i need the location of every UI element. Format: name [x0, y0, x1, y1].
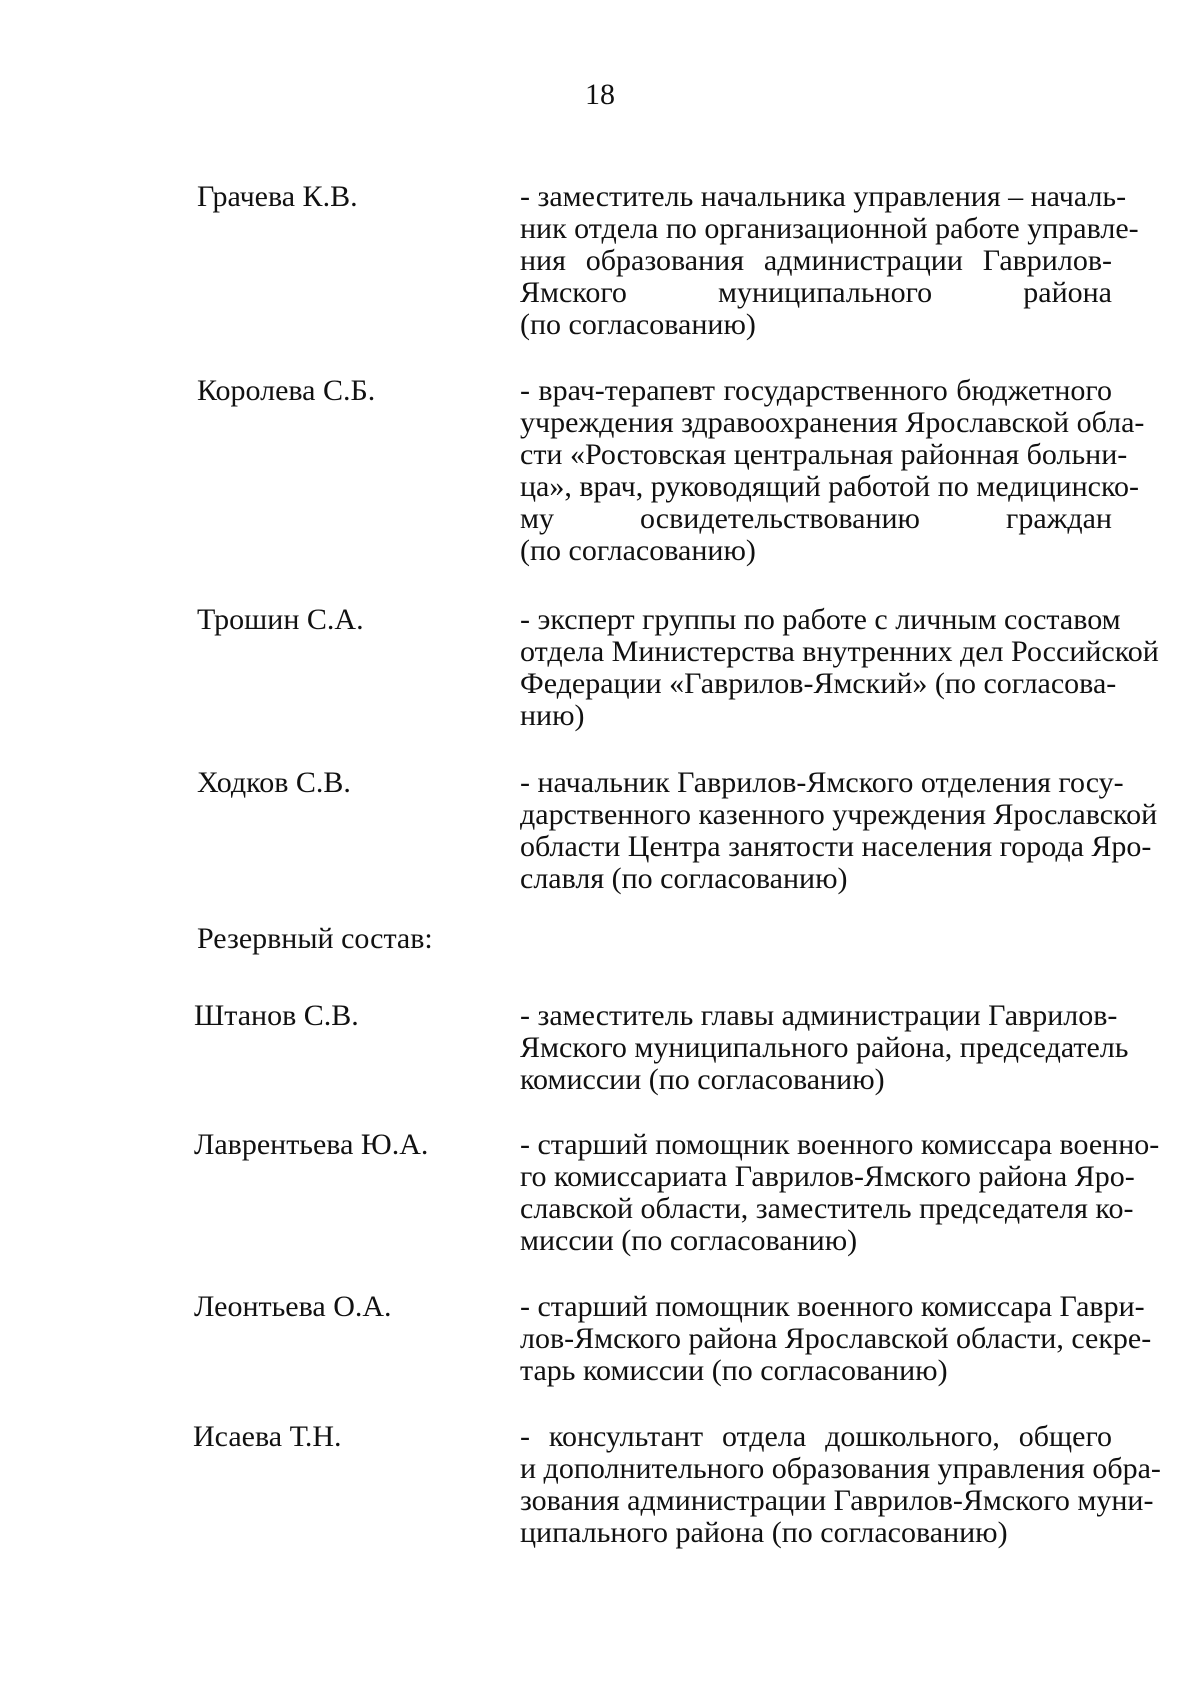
description-line: славля (по согласованию) [520, 862, 848, 895]
description-line: Ямского муниципального района [520, 276, 1112, 309]
reserve-member-description [520, 1128, 1160, 1257]
reserve-member-name: Исаева Т.Н. [193, 1420, 342, 1453]
page-number: 18 [585, 78, 615, 111]
member-description [520, 603, 1159, 732]
description-line: - эксперт группы по работе с личным составом [520, 603, 1121, 636]
reserve-member-name: Штанов С.В. [194, 999, 359, 1032]
description-line: го комиссариата Гаврилов-Ямского района Яро- [520, 1160, 1135, 1193]
description-line: - врач-терапевт государственного бюджетного [520, 374, 1112, 407]
description-line: учреждения здравоохранения Ярославской обла- [520, 406, 1145, 439]
reserve-section-label: Резервный состав: [197, 922, 433, 955]
description-line: - заместитель начальника управления – началь- [520, 180, 1127, 213]
reserve-member-description [520, 1420, 1161, 1549]
description-line: ния образования администрации Гаврилов- [520, 244, 1112, 277]
description-line: миссии (по согласованию) [520, 1224, 858, 1257]
description-line: - консультант отдела дошкольного, общего [520, 1420, 1112, 1453]
description-line: - старший помощник военного комиссара Гаври- [520, 1290, 1145, 1323]
description-line: и дополнительного образования управления обра- [520, 1452, 1161, 1485]
description-line: нию) [520, 699, 585, 732]
description-line: сти «Ростовская центральная районная больни- [520, 438, 1128, 471]
description-line: Ямского муниципального района, председатель [520, 1031, 1129, 1064]
description-line: му освидетельствованию граждан [520, 502, 1112, 535]
member-name: Ходков С.В. [197, 766, 351, 799]
description-line: (по согласованию) [520, 308, 756, 341]
member-name: Королева С.Б. [197, 374, 376, 407]
member-description [520, 766, 1158, 895]
reserve-member-description [520, 1290, 1152, 1387]
description-line: ник отдела по организационной работе управле- [520, 212, 1139, 245]
description-line: ципального района (по согласованию) [520, 1516, 1008, 1549]
description-line: дарственного казенного учреждения Ярославской [520, 798, 1158, 831]
reserve-member-description [520, 999, 1129, 1096]
description-line: комиссии (по согласованию) [520, 1063, 885, 1096]
description-line: славской области, заместитель председателя ко- [520, 1192, 1134, 1225]
description-line: отдела Министерства внутренних дел Российской [520, 635, 1159, 668]
description-line: - старший помощник военного комиссара военно- [520, 1128, 1160, 1161]
description-line: Федерации «Гаврилов-Ямский» (по согласова- [520, 667, 1117, 700]
description-line: области Центра занятости населения города Яро- [520, 830, 1152, 863]
description-line: ца», врач, руководящий работой по медицинско- [520, 470, 1140, 503]
reserve-member-name: Лаврентьева Ю.А. [194, 1128, 429, 1161]
member-name: Грачева К.В. [197, 180, 358, 213]
description-line: - начальник Гаврилов-Ямского отделения госу- [520, 766, 1124, 799]
member-description [520, 374, 1145, 567]
description-line: (по согласованию) [520, 534, 756, 567]
reserve-member-name: Леонтьева О.А. [194, 1290, 392, 1323]
member-description [520, 180, 1139, 341]
member-name: Трошин С.А. [197, 603, 364, 636]
description-line: тарь комиссии (по согласованию) [520, 1354, 948, 1387]
description-line: - заместитель главы администрации Гаврилов- [520, 999, 1118, 1032]
description-line: лов-Ямского района Ярославской области, секре- [520, 1322, 1152, 1355]
description-line: зования администрации Гаврилов-Ямского муни- [520, 1484, 1154, 1517]
